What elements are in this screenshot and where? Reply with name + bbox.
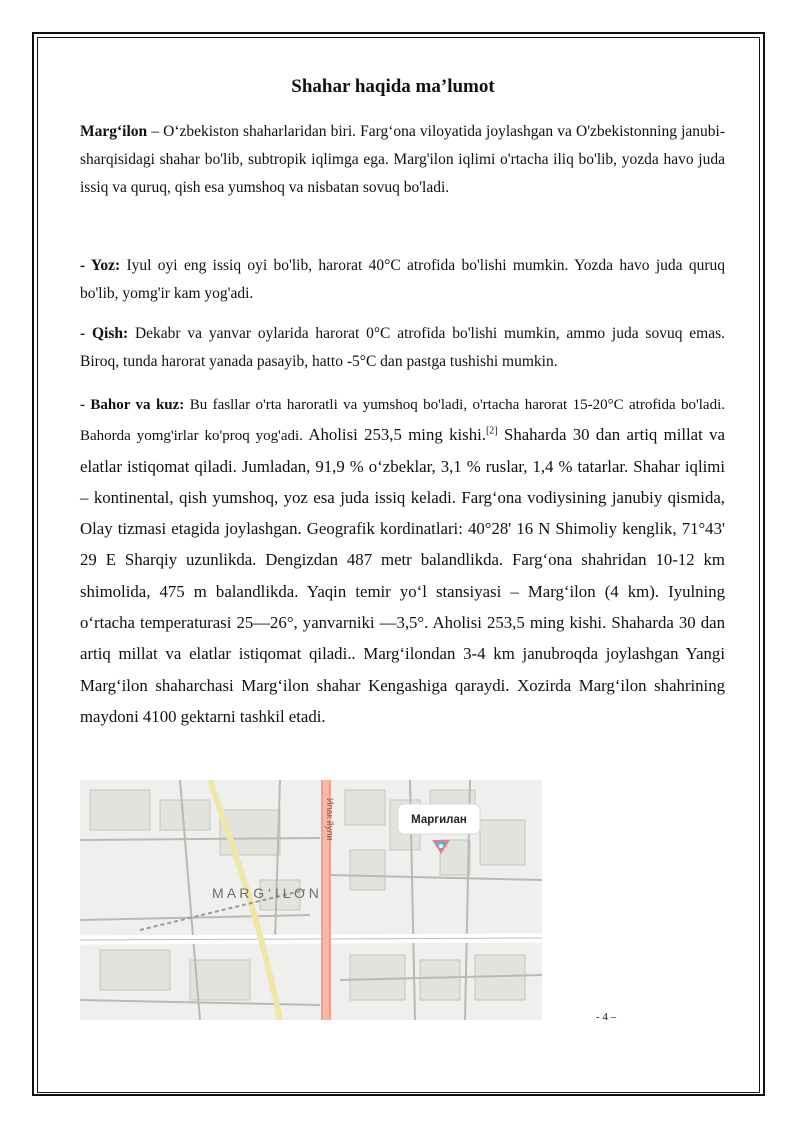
city-map	[80, 780, 542, 1020]
street-label: Ипак йули	[325, 798, 335, 841]
page-title: Shahar haqida ma’lumot	[291, 76, 495, 97]
map-callout	[398, 804, 480, 834]
page-number: - 4 –	[596, 1011, 617, 1023]
winter-label: - Qish:	[80, 325, 129, 342]
summer-text: Iyul oyi eng issiq oyi bo'lib, harorat 40°C atrofida bo'lishi mumkin. Yozda havo juda quruq bo'lib, yomg'ir kam yog'adi.	[80, 257, 725, 302]
summer-label: - Yoz:	[80, 257, 121, 274]
spring-autumn-paragraph	[80, 390, 725, 733]
map-pin-label: Маргилан	[411, 814, 467, 826]
intro-text: – O‘zbekiston shaharlaridan biri. Farg‘ona viloyatida joylashgan va O'zbekistonning janubi-sharqisidagi shahar bo'lib, subtropik iqlimga ega. Marg'ilon iqlimi o'rtacha iliq bo'lib, yozda havo juda issiq va quruq, qish esa yumshoq va nisbatan sovuq bo'ladi.	[80, 123, 725, 196]
map-city-label: M A R G ‘ I L O N	[212, 885, 319, 901]
city-details-text: Shaharda 30 dan artiq millat va elatlar istiqomat qiladi. Jumladan, 91,9 % o‘zbeklar, 3,1 % ruslar, 1,4 % tatarlar. Shahar iqlimi – kontinental, qish yumshoq, yoz esa juda issiq keladi. Farg‘ona vodiysining janubiy qismida, Olay tizmasi etagida joylashgan. Geografik kordinatlari: 40°28' 16 N Shimoliy kenglik, 71°43' 29 E Sharqiy uzunlikda. Dengizdan 487 metr balandlikda. Farg‘ona shahridan 10-12 km shimolida, 475 m balandlikda. Yaqin temir yo‘l stansiyasi – Marg‘ilon (4 km). Iyulning o‘rtacha temperaturasi 25—26°, yanvarniki —3,5°. Aholisi 253,5 ming kishi. Shaharda 30 dan artiq millat va elatlar istiqomat qiladi.. Marg‘ilondan 3-4 km janubroqda joylashgan Yangi Marg‘ilon shaharchasi Marg‘ilon shahar Kengashiga qaraydi. Xozirda Marg‘ilon shahrining maydoni 4100 gektarni tashkil etadi.	[80, 425, 725, 726]
spring-autumn-text: Bu fasllar o'rta haroratli va yumshoq bo'ladi, o'rtacha harorat 15-20°C atrofida bo'ladi. Bahorda yomg'irlar ko'proq yog'adi.	[80, 397, 725, 445]
map-graphic	[80, 780, 542, 1020]
intro-paragraph	[80, 118, 725, 202]
winter-text: Dekabr va yanvar oylarida harorat 0°C atrofida bo'lishi mumkin, ammo juda sovuq emas. Biroq, tunda harorat yanada pasayib, hatto -5°C dan pastga tushishi mumkin.	[80, 325, 725, 370]
winter-paragraph	[80, 320, 725, 376]
spring-autumn-label: - Bahor va kuz:	[80, 397, 185, 413]
intro-term: Marg‘ilon	[80, 123, 148, 140]
summer-paragraph	[80, 252, 725, 308]
population-text: Aholisi 253,5 ming kishi.	[302, 425, 486, 445]
footnote-ref: [2]	[485, 425, 498, 437]
